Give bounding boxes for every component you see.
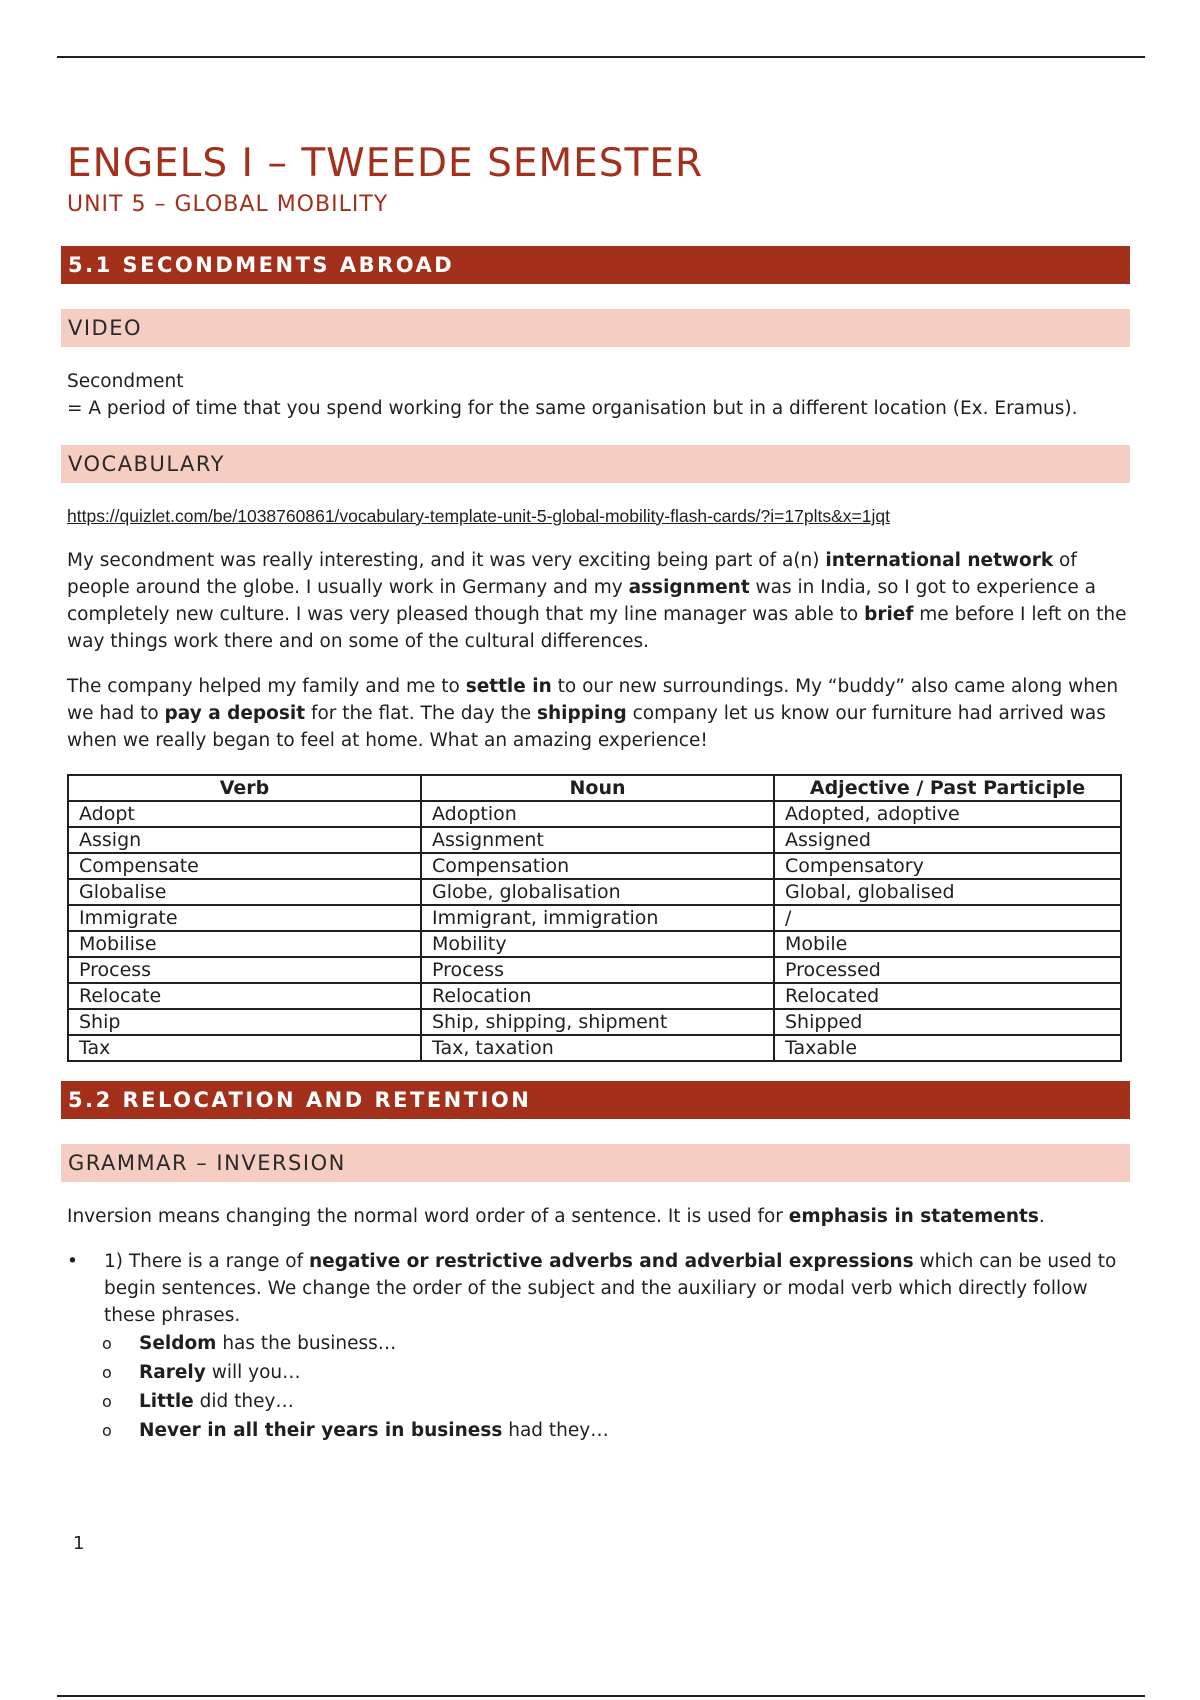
cell-adjective: Assigned (774, 827, 1121, 853)
cell-adjective: Global, globalised (774, 879, 1121, 905)
cell-adjective: / (774, 905, 1121, 931)
bold-term: Seldom (139, 1332, 217, 1354)
text-run: The company helped my family and me to (67, 675, 466, 697)
cell-noun: Globe, globalisation (421, 879, 774, 905)
table-row (68, 827, 1121, 853)
bold-term: settle in (465, 675, 552, 697)
table-row (68, 931, 1121, 957)
cell-noun: Ship, shipping, shipment (421, 1009, 774, 1035)
table-row (68, 801, 1121, 827)
cell-adjective: Compensatory (774, 853, 1121, 879)
video-term: Secondment (67, 370, 184, 392)
text-run: 1) There is a range of (104, 1250, 309, 1272)
cell-verb: Immigrate (68, 905, 421, 931)
text-run: has the business… (216, 1332, 397, 1354)
cell-verb: Compensate (68, 853, 421, 879)
text-run: My secondment was really interesting, and it was very exciting being part of a(n) (67, 549, 826, 571)
subheading-video: VIDEO (61, 309, 1130, 347)
cell-noun: Assignment (421, 827, 774, 853)
table-row (68, 983, 1121, 1009)
document-title: ENGELS I – TWEEDE SEMESTER (67, 141, 704, 186)
page-number: 1 (73, 1533, 85, 1554)
document-page (67, 142, 1135, 1445)
header-adjective: Adjective / Past Participle (774, 775, 1121, 801)
sub-bullet-marker: o (102, 1420, 112, 1440)
vocabulary-paragraph-1 (67, 547, 1135, 655)
text-run: was in India, so I got to experience a completely new culture. I was very pleased though that my line manager was able to (67, 576, 1097, 625)
text-run: to our new surroundings. My “buddy” also came along when we had to (67, 675, 1119, 724)
cell-noun: Mobility (421, 931, 774, 957)
subheading-vocabulary: VOCABULARY (61, 445, 1130, 483)
text-run: did they… (193, 1390, 294, 1412)
cell-verb: Tax (68, 1035, 421, 1061)
bold-term: Little (139, 1390, 194, 1412)
list-item (67, 1387, 1135, 1416)
cell-noun: Tax, taxation (421, 1035, 774, 1061)
section-heading-5-2: 5.2 RELOCATION AND RETENTION (61, 1081, 1130, 1119)
cell-verb: Ship (68, 1009, 421, 1035)
text-run: for the flat. The day the (305, 702, 537, 724)
list-item (67, 1358, 1135, 1387)
text-run: . (1038, 1205, 1045, 1227)
table-row (68, 957, 1121, 983)
cell-noun: Process (421, 957, 774, 983)
table-row (68, 1035, 1121, 1061)
cell-adjective: Processed (774, 957, 1121, 983)
text-run: had they… (502, 1419, 609, 1441)
bold-term: pay a deposit (164, 702, 306, 724)
cell-verb: Globalise (68, 879, 421, 905)
table-row (68, 1009, 1121, 1035)
table-row (68, 905, 1121, 931)
quizlet-link[interactable]: https://quizlet.com/be/1038760861/vocabulary-template-unit-5-global-mobility-flash-cards/?i=17plts&x=1jqt (67, 505, 890, 526)
cell-verb: Process (68, 957, 421, 983)
text-run: company let us know our furniture had arrived was when we really began to feel at home. What an amazing experience! (67, 702, 1106, 751)
cell-adjective: Adopted, adoptive (774, 801, 1121, 827)
document-subtitle: UNIT 5 – GLOBAL MOBILITY (67, 191, 389, 217)
text-run: of people around the globe. I usually work in Germany and my (67, 549, 1077, 598)
list-item (67, 1248, 1135, 1445)
grammar-bullet-list (67, 1248, 1135, 1445)
section-heading-5-1: 5.1 SECONDMENTS ABROAD (61, 246, 1130, 284)
sub-bullet-marker: o (102, 1362, 112, 1382)
cell-verb: Adopt (68, 801, 421, 827)
cell-adjective: Relocated (774, 983, 1121, 1009)
table-header-row (68, 775, 1121, 801)
header-rule (57, 56, 1145, 58)
cell-noun: Relocation (421, 983, 774, 1009)
vocabulary-paragraph-2 (67, 673, 1135, 754)
cell-verb: Relocate (68, 983, 421, 1009)
bullet-marker: • (67, 1250, 78, 1272)
list-item (67, 1416, 1135, 1445)
text-run: which can be used to begin sentences. We change the order of the subject and the auxiliary or modal verb which directly follow these phrases. (104, 1250, 1117, 1326)
list-item (67, 1329, 1135, 1358)
text-run: will you… (205, 1361, 301, 1383)
bold-term: emphasis in statements (788, 1205, 1039, 1227)
cell-noun: Immigrant, immigration (421, 905, 774, 931)
word-forms-table (67, 774, 1122, 1062)
bold-term: shipping (536, 702, 627, 724)
grammar-intro (67, 1203, 1135, 1230)
cell-adjective: Taxable (774, 1035, 1121, 1061)
table-row (68, 879, 1121, 905)
header-noun: Noun (421, 775, 774, 801)
bold-term: Rarely (139, 1361, 206, 1383)
header-verb: Verb (68, 775, 421, 801)
cell-noun: Compensation (421, 853, 774, 879)
bold-term: brief (864, 603, 914, 625)
cell-verb: Assign (68, 827, 421, 853)
text-run: me before I left on the way things work there and on some of the cultural differences. (67, 603, 1127, 652)
bold-term: negative or restrictive adverbs and adverbial expressions (309, 1250, 914, 1272)
inversion-examples (67, 1329, 1135, 1445)
subheading-grammar: GRAMMAR – INVERSION (61, 1144, 1130, 1182)
text-run: Inversion means changing the normal word order of a sentence. It is used for (67, 1205, 789, 1227)
sub-bullet-marker: o (102, 1333, 112, 1353)
cell-noun: Adoption (421, 801, 774, 827)
video-definition: = A period of time that you spend working for the same organisation but in a different location (Ex. Eramus). (67, 397, 1078, 419)
table-row (68, 853, 1121, 879)
bold-term: international network (825, 549, 1054, 571)
sub-bullet-marker: o (102, 1391, 112, 1411)
quizlet-link-line (67, 504, 1135, 529)
bold-term: Never in all their years in business (139, 1419, 503, 1441)
cell-adjective: Shipped (774, 1009, 1121, 1035)
bold-term: assignment (628, 576, 750, 598)
cell-verb: Mobilise (68, 931, 421, 957)
footer-rule (57, 1695, 1145, 1697)
cell-adjective: Mobile (774, 931, 1121, 957)
